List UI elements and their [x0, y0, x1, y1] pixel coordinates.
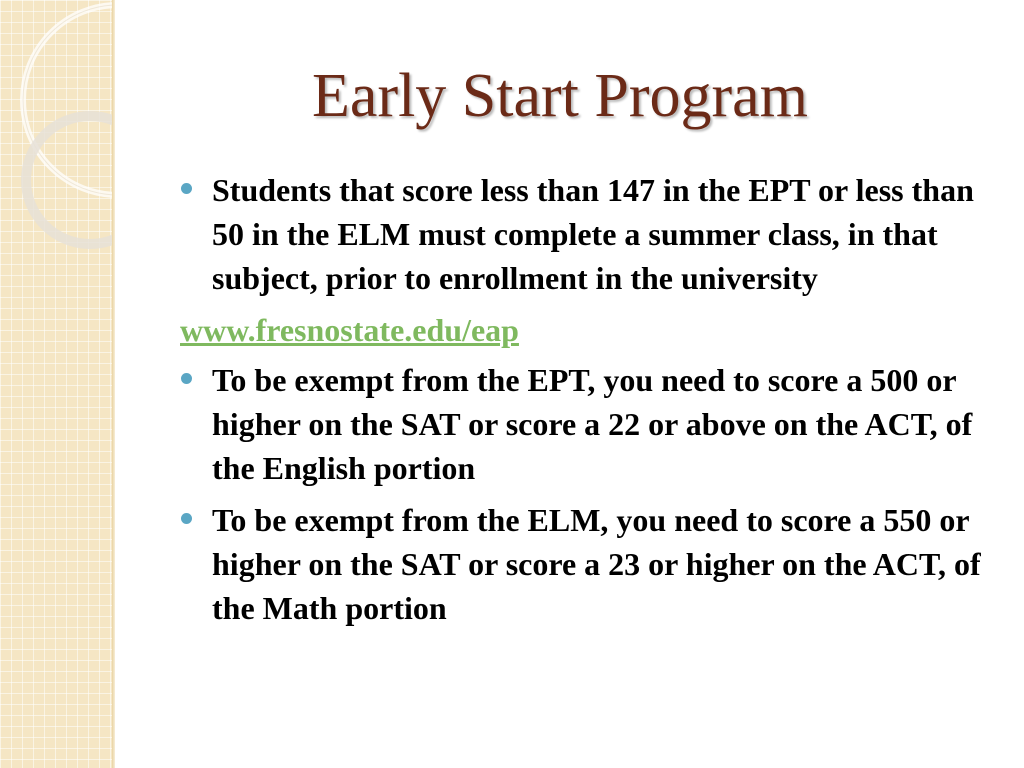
- bullet-dot-icon: [181, 373, 192, 384]
- bullet-item: [180, 358, 1010, 490]
- link-line: [180, 308, 1010, 352]
- bullet-item: [180, 168, 1010, 300]
- slide-title: Early Start Program: [312, 62, 808, 130]
- bullet-dot-icon: [181, 183, 192, 194]
- bullet-text: Students that score less than 147 in the EPT or less than 50 in the ELM must complete a summer class, in that subject, prior to enrollment in the university: [212, 172, 974, 296]
- bullet-item: [180, 498, 1010, 630]
- eap-link[interactable]: www.fresnostate.edu/eap: [180, 312, 519, 348]
- decorative-sidebar: [0, 0, 112, 768]
- bullet-text: To be exempt from the EPT, you need to score a 500 or higher on the SAT or score a 22 or above on the ACT, of the English portion: [212, 362, 973, 486]
- bullet-text: To be exempt from the ELM, you need to score a 550 or higher on the SAT or score a 23 or higher on the ACT, of the Math portion: [212, 502, 981, 626]
- bullet-dot-icon: [181, 513, 192, 524]
- slide-content: [180, 168, 1010, 638]
- sidebar-edge: [112, 0, 115, 768]
- decorative-circles: [0, 0, 112, 260]
